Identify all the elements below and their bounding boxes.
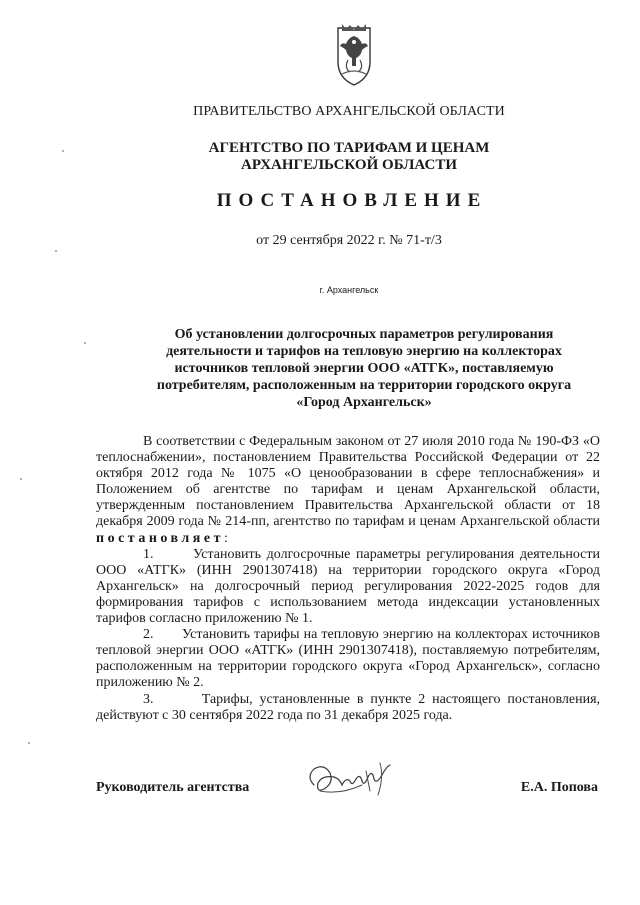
item-text: Установить долгосрочные параметры регулирования деятельности ООО «АТГК» (ИНН 2901307418) на территории городского округа «Город Архангельск» на долгосрочный период регулирования 2022-2025 годов для формирования тарифов с использованием метода индексации установленных тарифов согласно приложению № 1. — [96, 546, 601, 627]
scan-speck — [84, 342, 86, 344]
item-number: 3. — [143, 691, 154, 707]
signatory-name: Е.А. Попова — [520, 780, 598, 795]
preamble-text: В соответствии с Федеральным законом от 27 июля 2010 года № 190-ФЗ «О теплоснабжении», постановлением Правительства Российской Федерации от 22 октября 2012 года № 1075 «О ценообразовании в сфере теплоснабжения» и Положением об агентстве по тарифам и ценам Архангельской области, утвержденным постановлением Правительства Архангельской области от 18 декабря 2009 года № 214-пп, агентство по тарифам и ценам Архангельской области — [96, 434, 600, 530]
preamble-paragraph — [96, 434, 600, 547]
list-item — [96, 547, 600, 627]
list-item — [96, 627, 600, 691]
scan-speck — [28, 742, 30, 744]
document-date-number: от 29 сентября 2022 г. № 71-т/3 — [256, 233, 442, 248]
scan-speck — [20, 478, 22, 480]
document-type: ПОСТАНОВЛЕНИЕ — [216, 190, 488, 211]
decree-colon: : — [223, 530, 228, 546]
item-text: Установить тарифы на тепловую энергию на коллекторах источников тепловой энергии ООО «АТГК» (ИНН 2901307418), поставляемую потребителям, расположенным на территории городского округа «Город Архангельск», согласно приложению № 2. — [96, 627, 600, 691]
agency-name-line-1: АГЕНТСТВО ПО ТАРИФАМ И ЦЕНАМ — [208, 140, 490, 156]
item-number: 1. — [143, 546, 154, 562]
scan-speck — [62, 150, 64, 152]
scan-speck — [55, 250, 57, 252]
document-title: Об установлении долгосрочных параметров регулирования деятельности и тарифов на тепловую энергию на коллекторах источников тепловой энергии ООО «АТГК», поставляемую потребителям, расположенным на территории городского округа «Город Архангельск» — [156, 327, 572, 410]
item-number: 2. — [143, 627, 154, 643]
decree-word: постановляет — [96, 530, 224, 546]
agency-name-line-2: АРХАНГЕЛЬСКОЙ ОБЛАСТИ — [241, 157, 457, 173]
list-item — [96, 692, 600, 724]
coat-of-arms-icon — [328, 22, 380, 88]
signature-block — [96, 780, 600, 800]
document-city: г. Архангельск — [319, 285, 379, 295]
item-text: Тарифы, установленные в пункте 2 настоящего постановления, действуют с 30 сентября 2022 года по 31 декабря 2025 года. — [96, 691, 601, 723]
government-name: ПРАВИТЕЛЬСТВО АРХАНГЕЛЬСКОЙ ОБЛАСТИ — [193, 104, 505, 119]
document-body — [96, 434, 600, 724]
agency-name — [0, 140, 640, 174]
signatory-position: Руководитель агентства — [96, 780, 250, 795]
